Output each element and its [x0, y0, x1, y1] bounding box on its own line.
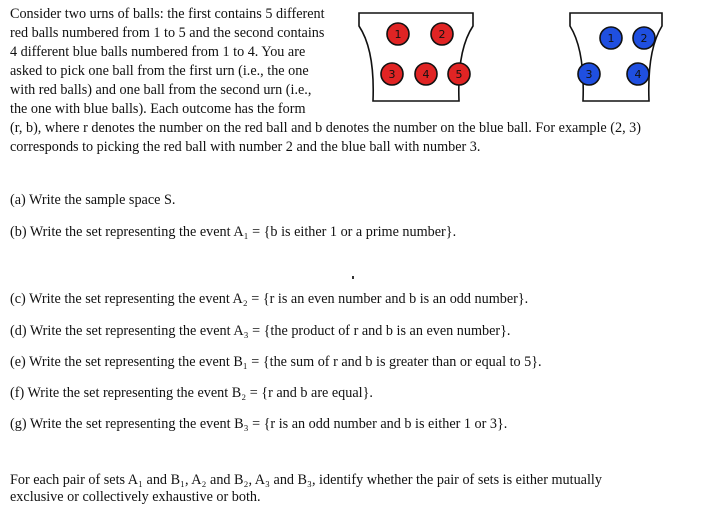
- question-d: [10, 323, 510, 340]
- question-b-text: Write the set representing the event A₁ = {b is either 1 or a prime number}.: [29, 224, 457, 240]
- question-c-text: Write the set representing the event A₂ = {r is an even number and b is an odd number}.: [29, 291, 529, 307]
- intro-line-2: red balls numbered from 1 to 5 and the second contains: [10, 25, 325, 41]
- question-a: [10, 192, 175, 209]
- question-d-label: (d): [10, 323, 27, 339]
- blue-ball-4: [627, 63, 649, 85]
- blue-ball-3: [578, 63, 600, 85]
- question-g: [10, 416, 507, 433]
- intro-line-1: Consider two urns of balls: the first contains 5 different: [10, 6, 325, 22]
- closing-line-2: exclusive or collectively exhaustive or both.: [10, 489, 261, 505]
- question-f: [10, 385, 373, 402]
- red-urn-outline: [359, 13, 473, 101]
- question-a-label: (a): [10, 192, 26, 208]
- red-urn-figure: [356, 10, 476, 104]
- question-b-label: (b): [10, 224, 27, 240]
- intro-line-3: 4 different blue balls numbered from 1 to 4. You are: [10, 44, 306, 60]
- blue-urn-figure: [567, 10, 665, 104]
- blue-urn-outline: [570, 13, 662, 101]
- question-f-label: (f): [10, 385, 25, 401]
- intro-line-6: the one with blue balls). Each outcome has the form: [10, 101, 306, 117]
- question-f-text: Write the set representing the event B₂ = {r and b are equal}.: [27, 385, 373, 401]
- blue-ball-2-label: 2: [640, 32, 648, 45]
- stray-mark: [352, 276, 354, 279]
- red-ball-1-label: 1: [394, 28, 402, 41]
- question-c: [10, 291, 528, 308]
- red-ball-5: [448, 63, 470, 85]
- question-d-text: Write the set representing the event A₃ = {the product of r and b is an even number}.: [29, 323, 511, 339]
- blue-ball-1: [600, 27, 622, 49]
- blue-ball-4-label: 4: [634, 68, 642, 81]
- question-e-text: Write the set representing the event B₁ = {the sum of r and b is greater than or equal to 5}.: [29, 354, 542, 370]
- red-ball-4: [415, 63, 437, 85]
- red-ball-3-label: 3: [388, 68, 396, 81]
- red-ball-2: [431, 23, 453, 45]
- intro-line-7: (r, b), where r denotes the number on the red ball and b denotes the number on the blue ball. For example (2, 3): [10, 120, 641, 136]
- question-c-label: (c): [10, 291, 26, 307]
- blue-ball-2: [633, 27, 655, 49]
- intro-line-5: with red balls) and one ball from the second urn (i.e.,: [10, 82, 312, 98]
- red-ball-1: [387, 23, 409, 45]
- blue-ball-3-label: 3: [585, 68, 593, 81]
- question-g-text: Write the set representing the event B₃ = {r is an odd number and b is either 1 or 3}.: [29, 416, 508, 432]
- closing-line-1: For each pair of sets A₁ and B₁, A₂ and B₂, A₃ and B₃, identify whether the pair of sets is either mutually: [10, 472, 602, 488]
- red-ball-3: [381, 63, 403, 85]
- red-ball-4-label: 4: [422, 68, 430, 81]
- blue-ball-1-label: 1: [607, 32, 615, 45]
- red-ball-2-label: 2: [438, 28, 446, 41]
- question-e: [10, 354, 542, 371]
- intro-line-4: asked to pick one ball from the first urn (i.e., the one: [10, 63, 309, 79]
- intro-line-8: corresponds to picking the red ball with number 2 and the blue ball with number 3.: [10, 139, 481, 155]
- question-a-text: Write the sample space S.: [29, 192, 176, 208]
- red-ball-5-label: 5: [455, 68, 463, 81]
- question-b: [10, 224, 456, 241]
- question-g-label: (g): [10, 416, 27, 432]
- question-e-label: (e): [10, 354, 26, 370]
